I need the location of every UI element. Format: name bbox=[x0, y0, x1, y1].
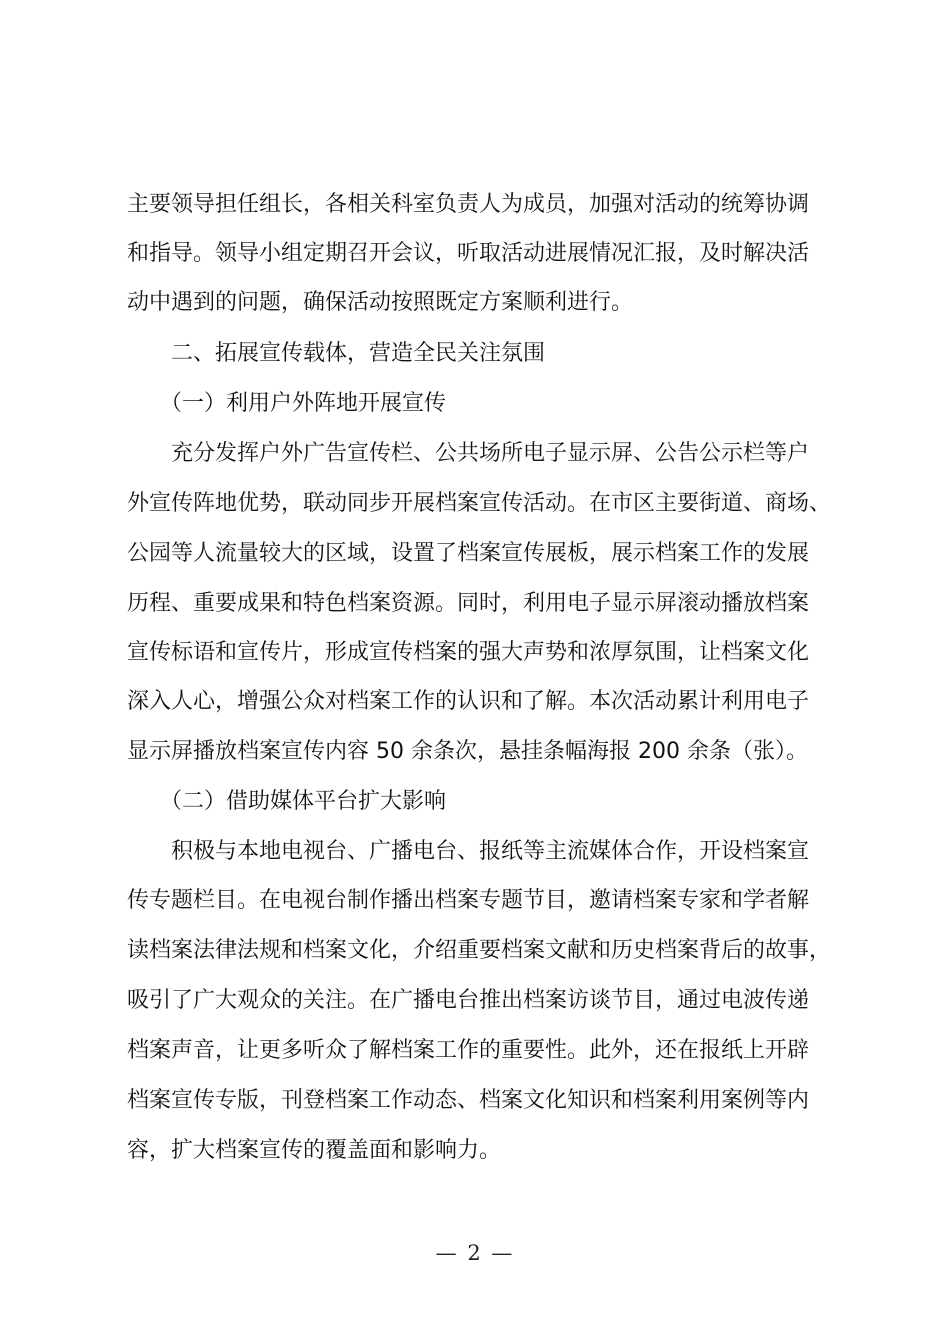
body-text-line: 读档案法律法规和档案文化，介绍重要档案文献和历史档案背后的故事， bbox=[127, 938, 832, 963]
body-text-line: 外宣传阵地优势，联动同步开展档案宣传活动。在市区主要街道、商场、 bbox=[127, 491, 832, 516]
body-text-line: 公园等人流量较大的区域，设置了档案宣传展板，展示档案工作的发展 bbox=[127, 541, 810, 566]
body-text-line: 主要领导担任组长，各相关科室负责人为成员，加强对活动的统筹协调 bbox=[127, 192, 810, 217]
body-text-line: 档案声音，让更多听众了解档案工作的重要性。此外，还在报纸上开辟 bbox=[127, 1038, 810, 1063]
body-text-line: 吸引了广大观众的关注。在广播电台推出档案访谈节目，通过电波传递 bbox=[127, 988, 810, 1013]
body-text-line: 历程、重要成果和特色档案资源。同时，利用电子显示屏滚动播放档案 bbox=[127, 591, 810, 616]
body-text-line: 档案宣传专版，刊登档案工作动态、档案文化知识和档案利用案例等内 bbox=[127, 1088, 810, 1113]
subsection-heading: （二）借助媒体平台扩大影响 bbox=[127, 789, 447, 814]
body-text-line: 传专题栏目。在电视台制作播出档案专题节目，邀请档案专家和学者解 bbox=[127, 888, 810, 913]
body-text-line: 积极与本地电视台、广播电台、报纸等主流媒体合作，开设档案宣 bbox=[127, 839, 810, 864]
page-number: — 2 — bbox=[435, 1241, 515, 1265]
section-heading: 二、拓展宣传载体，营造全民关注氛围 bbox=[127, 341, 546, 366]
body-text-line: 和指导。领导小组定期召开会议，听取活动进展情况汇报，及时解决活 bbox=[127, 241, 810, 266]
body-text-line: 容，扩大档案宣传的覆盖面和影响力。 bbox=[127, 1138, 502, 1163]
body-text-line: 宣传标语和宣传片，形成宣传档案的强大声势和浓厚氛围，让档案文化 bbox=[127, 640, 810, 665]
body-text-line: 深入人心，增强公众对档案工作的认识和了解。本次活动累计利用电子 bbox=[127, 689, 810, 714]
body-text-line: 动中遇到的问题，确保活动按照既定方案顺利进行。 bbox=[127, 290, 634, 315]
body-text-line: 显示屏播放档案宣传内容 50 余条次，悬挂条幅海报 200 余条（张）。 bbox=[127, 739, 808, 764]
body-text-line: 充分发挥户外广告宣传栏、公共场所电子显示屏、公告公示栏等户 bbox=[127, 441, 810, 466]
subsection-heading: （一）利用户外阵地开展宣传 bbox=[127, 391, 447, 416]
